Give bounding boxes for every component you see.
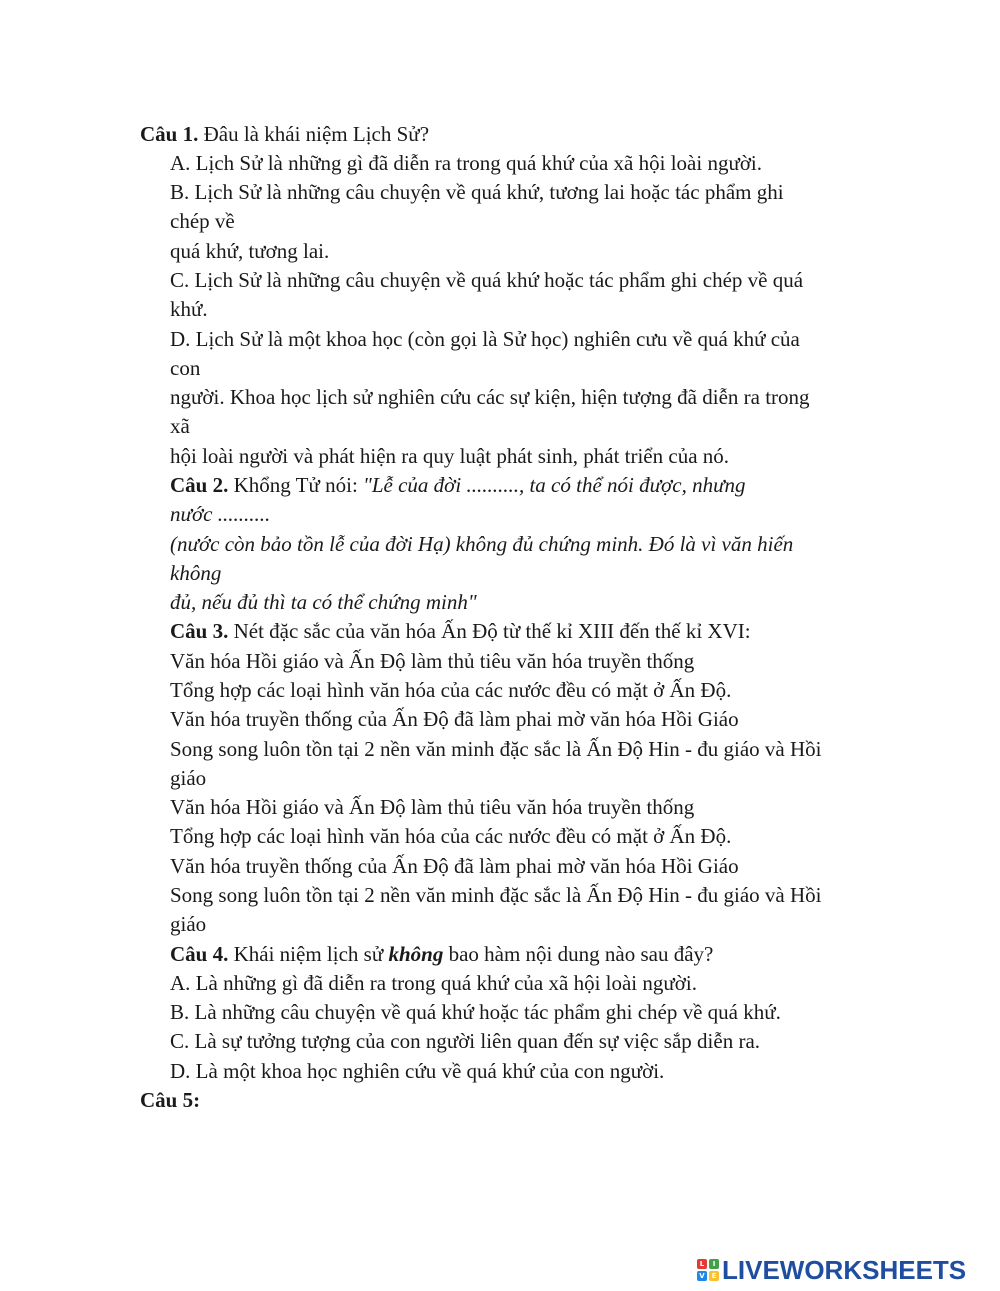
question-1-text: Đâu là khái niệm Lịch Sử? (198, 122, 430, 146)
question-2-quote-line: nước .......... (170, 502, 271, 526)
liveworksheets-logo-text: LIVEWORKSHEETS (722, 1254, 967, 1285)
question-1-label: Câu 1. (140, 122, 199, 146)
question-3-option: Tổng hợp các loại hình văn hóa của các nước đều có mặt ở Ấn Độ. (170, 678, 732, 702)
question-3-option: Song song luôn tồn tại 2 nền văn minh đặc sắc là Ấn Độ Hin - đu giáo và Hồi (170, 737, 822, 761)
logo-mark-cell: L (697, 1259, 707, 1269)
question-1-option-c: C. Lịch Sử là những câu chuyện về quá khứ hoặc tác phẩm ghi chép về quá (170, 268, 804, 292)
question-1-option-a: A. Lịch Sử là những gì đã diễn ra trong quá khứ của xã hội loài người. (170, 151, 763, 175)
question-3-prompt (170, 617, 751, 646)
question-4-option-c: C. Là sự tưởng tượng của con người liên quan đến sự việc sắp diễn ra. (170, 1029, 761, 1053)
question-3-text: Nét đặc sắc của văn hóa Ấn Độ từ thế kỉ XIII đến thế kỉ XVI: (228, 619, 751, 643)
question-4-option-a: A. Là những gì đã diễn ra trong quá khứ của xã hội loài người. (170, 971, 697, 995)
question-5-label: Câu 5: (140, 1088, 201, 1112)
question-1-option-b: B. Lịch Sử là những câu chuyện về quá khứ, tương lai hoặc tác phẩm ghi (170, 180, 784, 204)
question-4-text-end: bao hàm nội dung nào sau đây? (443, 942, 714, 966)
question-1-option-d-cont: xã (170, 414, 190, 438)
question-3-option: Văn hóa truyền thống của Ấn Độ đã làm phai mờ văn hóa Hồi Giáo (170, 707, 739, 731)
logo-mark-cell: I (709, 1259, 719, 1269)
question-3-option: Văn hóa truyền thống của Ấn Độ đã làm phai mờ văn hóa Hồi Giáo (170, 854, 739, 878)
liveworksheets-logo (697, 1255, 966, 1285)
logo-mark-cell: V (697, 1271, 707, 1281)
question-2-quote-line: không (170, 561, 222, 585)
question-4-text: Khái niệm lịch sử (228, 942, 389, 966)
question-3-option-cont: giáo (170, 912, 207, 936)
question-1-option-b-cont: chép về (170, 209, 235, 233)
question-1-option-b-cont: quá khứ, tương lai. (170, 239, 330, 263)
question-3-option: Song song luôn tồn tại 2 nền văn minh đặc sắc là Ấn Độ Hin - đu giáo và Hồi (170, 883, 822, 907)
question-2-text: Khổng Tử nói: (228, 473, 364, 497)
question-4-prompt (170, 940, 713, 969)
question-2-prompt (170, 471, 746, 500)
question-1-option-d: D. Lịch Sử là một khoa học (còn gọi là Sử học) nghiên cưu về quá khứ của (170, 327, 800, 351)
question-2-quote: "Lễ của đời .........., ta có thể nói được, nhưng (363, 473, 746, 497)
question-1-option-d-cont: người. Khoa học lịch sử nghiên cứu các sự kiện, hiện tượng đã diễn ra trong (170, 385, 810, 409)
question-2-label: Câu 2. (170, 473, 229, 497)
question-2-quote-line: đủ, nếu đủ thì ta có thể chứng minh" (170, 590, 477, 614)
question-3-label: Câu 3. (170, 619, 229, 643)
question-4-label: Câu 4. (170, 942, 229, 966)
question-1-prompt (140, 120, 429, 149)
question-4-option-d: D. Là một khoa học nghiên cứu về quá khứ của con người. (170, 1059, 665, 1083)
question-1-option-c-cont: khứ. (170, 297, 208, 321)
question-3-option: Văn hóa Hồi giáo và Ấn Độ làm thủ tiêu văn hóa truyền thống (170, 649, 695, 673)
logo-mark-cell: E (709, 1271, 719, 1281)
question-4-emphasis: không (388, 942, 444, 966)
question-3-option: Tổng hợp các loại hình văn hóa của các nước đều có mặt ở Ấn Độ. (170, 824, 732, 848)
question-3-option-cont: giáo (170, 766, 207, 790)
liveworksheets-logo-icon (697, 1259, 719, 1281)
question-3-option: Văn hóa Hồi giáo và Ấn Độ làm thủ tiêu văn hóa truyền thống (170, 795, 695, 819)
question-2-quote-line: (nước còn bảo tồn lễ của đời Hạ) không đủ chứng minh. Đó là vì văn hiến (170, 532, 794, 556)
question-1-option-d-cont: hội loài người và phát hiện ra quy luật phát sinh, phát triển của nó. (170, 444, 730, 468)
question-4-option-b: B. Là những câu chuyện về quá khứ hoặc tác phẩm ghi chép về quá khứ. (170, 1000, 781, 1024)
question-1-option-d-cont: con (170, 356, 201, 380)
